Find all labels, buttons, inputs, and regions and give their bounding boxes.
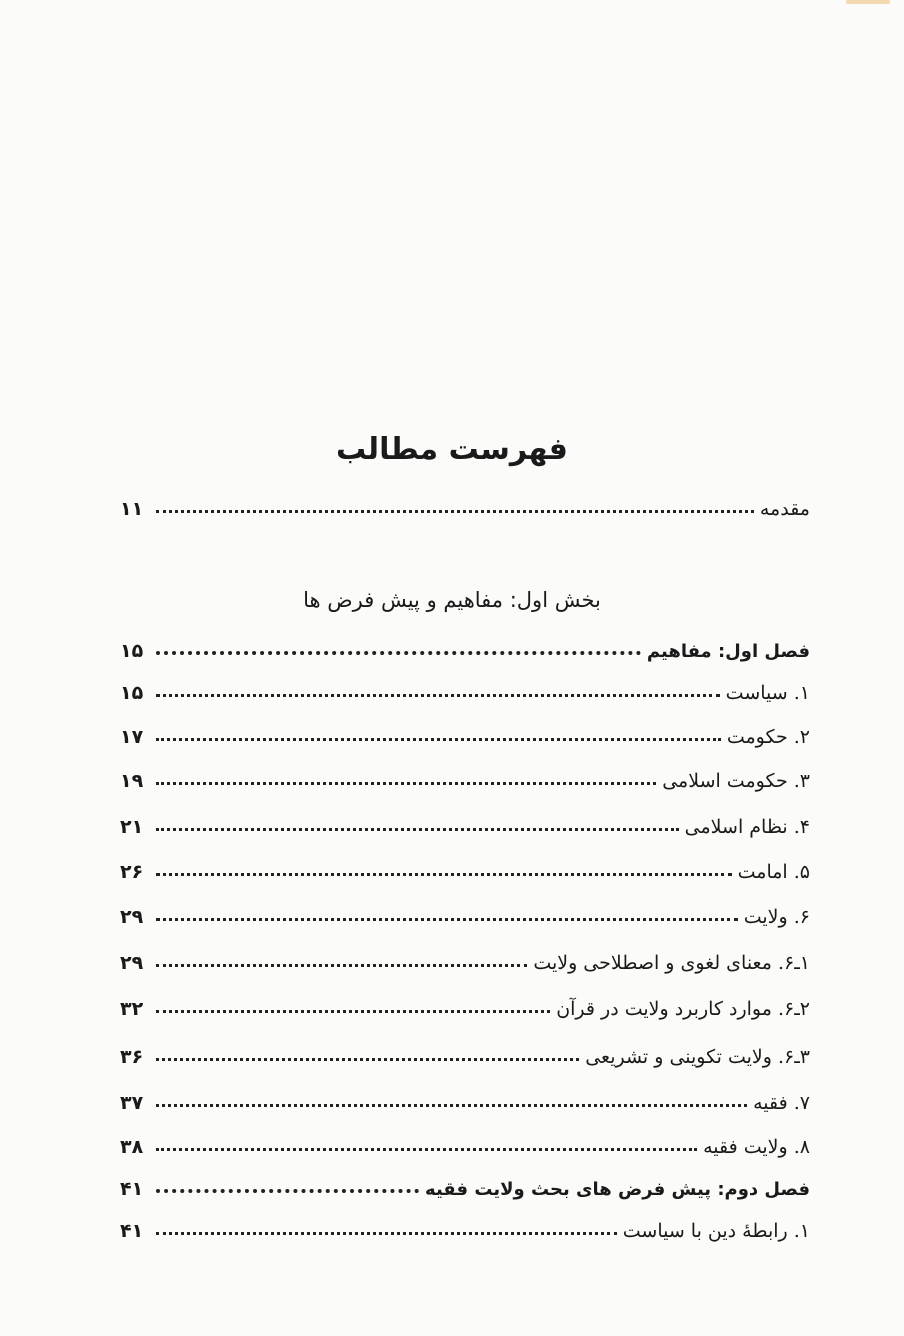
toc-page-number: ۴۱	[120, 1178, 144, 1200]
toc-label: ۱. رابطهٔ دین با سیاست	[622, 1220, 810, 1242]
dot-leader	[156, 1104, 747, 1107]
toc-row[interactable]	[120, 1080, 810, 1114]
dot-leader	[156, 782, 656, 785]
toc-row[interactable]	[120, 758, 810, 792]
toc-row[interactable]	[120, 714, 810, 748]
toc-row-intro[interactable]	[120, 486, 810, 520]
toc-row[interactable]	[120, 894, 810, 928]
toc-label: ۴. نظام اسلامی	[684, 816, 810, 838]
toc-page-number: ۱۹	[120, 770, 144, 792]
dot-leader	[156, 1148, 697, 1151]
dot-leader	[156, 1232, 617, 1235]
toc-row-sub[interactable]	[120, 940, 810, 974]
toc-row[interactable]	[120, 670, 810, 704]
toc-page-number: ۴۱	[120, 1220, 144, 1242]
toc-label: ۳ـ۶. ولایت تکوینی و تشریعی	[585, 1046, 810, 1068]
toc-page-number: ۱۱	[120, 498, 144, 520]
toc-page-number: ۲۱	[120, 816, 144, 838]
toc-label: ۲ـ۶. موارد کاربرد ولایت در قرآن	[556, 998, 810, 1020]
toc-page-number: ۱۵	[120, 640, 144, 662]
dot-leader	[156, 1189, 419, 1193]
toc-row[interactable]	[120, 804, 810, 838]
dot-leader	[156, 651, 641, 655]
part-heading: بخش اول: مفاهیم و پیش فرض ها	[303, 588, 601, 612]
toc-row[interactable]	[120, 1124, 810, 1158]
toc-label: فصل اول: مفاهیم	[646, 641, 810, 662]
toc-label: ۵. امامت	[737, 861, 810, 883]
toc-row-chapter[interactable]	[120, 628, 810, 662]
toc-label: ۱ـ۶. معنای لغوی و اصطلاحی ولایت	[533, 952, 810, 974]
toc-label: ۲. حکومت	[726, 726, 810, 748]
toc-page-number: ۱۵	[120, 682, 144, 704]
toc-page-number: ۳۷	[120, 1092, 144, 1114]
page-corner-mark	[846, 0, 890, 4]
toc-page-number: ۲۹	[120, 952, 144, 974]
toc-label: فصل دوم: پیش فرض های بحث ولایت فقیه	[425, 1179, 810, 1200]
dot-leader	[156, 1010, 550, 1013]
toc-row[interactable]	[120, 1208, 810, 1242]
toc-row-sub[interactable]	[120, 1034, 810, 1068]
toc-page-number: ۲۶	[120, 861, 144, 883]
toc-label: ۱. سیاست	[725, 682, 810, 704]
toc-row-sub[interactable]	[120, 986, 810, 1020]
toc-label: ۶. ولایت	[743, 906, 810, 928]
toc-label: مقدمه	[759, 498, 810, 520]
dot-leader	[156, 828, 679, 831]
page-title: فهرست مطالب	[336, 432, 568, 467]
toc-page-number: ۳۸	[120, 1136, 144, 1158]
dot-leader	[156, 964, 527, 967]
toc-label: ۳. حکومت اسلامی	[662, 770, 810, 792]
dot-leader	[156, 1058, 579, 1061]
toc-page-number: ۱۷	[120, 726, 144, 748]
toc-page-number: ۲۹	[120, 906, 144, 928]
toc-label: ۸. ولایت فقیه	[703, 1136, 810, 1158]
dot-leader	[156, 873, 732, 876]
toc-row-chapter[interactable]	[120, 1166, 810, 1200]
dot-leader	[156, 510, 754, 513]
dot-leader	[156, 694, 720, 697]
toc-row[interactable]	[120, 849, 810, 883]
toc-page-number: ۳۶	[120, 1046, 144, 1068]
toc-label: ۷. فقیه	[753, 1092, 810, 1114]
toc-page-number: ۳۲	[120, 998, 144, 1020]
dot-leader	[156, 738, 721, 741]
dot-leader	[156, 918, 738, 921]
